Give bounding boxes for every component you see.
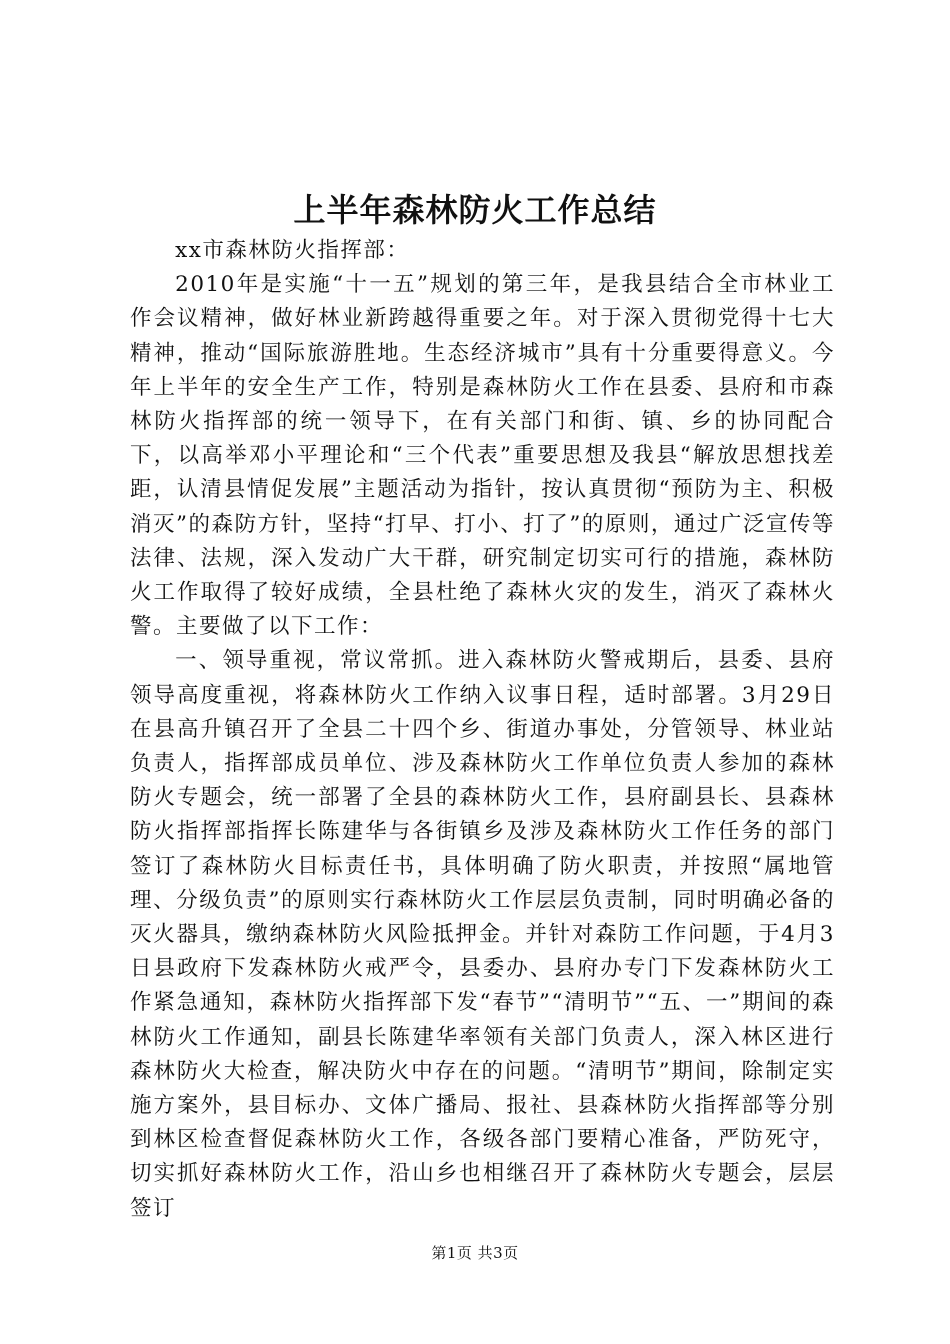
paragraph-section-one: 一、领导重视，常议常抓。进入森林防火警戒期后，县委、县府领导高度重视，将森林防火工作纳入议事日程，适时部署。3月29日在县高升镇召开了全县二十四个乡、街道办事处，分管领导、林业站负责人，指挥部成员单位、涉及森林防火工作单位负责人参加的森林防火专题会，统一部署了全县的森林防火工作，县府副县长、县森林防火指挥部指挥长陈建华与各街镇乡及涉及森林防火工作任务的部门签订了森林防火目标责任书，具体明确了防火职责，并按照“属地管理、分级负责”的原则实行森林防火工作层层负责制，同时明确必备的灭火器具，缴纳森林防火风险抵押金。并针对森防工作问题，于4月3日县政府下发森林防火戒严令，县委办、县府办专门下发森林防火工作紧急通知，森林防火指挥部下发“春节”“清明节”“五、一”期间的森林防火工作通知，副县长陈建华率领有关部门负责人，深入林区进行森林防火大检查，解决防火中存在的问题。“清明节”期间，除制定实施方案外，县目标办、文体广播局、报社、县森林防火指挥部等分别到林区检查督促森林防火工作，各级各部门要精心准备，严防死守，切实抓好森林防火工作，沿山乡也相继召开了森林防火专题会，层层签订 [130,648,835,1221]
document-body [130,234,835,1226]
document-title: 上半年森林防火工作总结 [293,191,657,229]
paragraph-intro: 2010年是实施“十一五”规划的第三年，是我县结合全市林业工作会议精神，做好林业新跨越得重要之年。对于深入贯彻党得十七大精神，推动“国际旅游胜地。生态经济城市”具有十分重要得意义。今年上半年的安全生产工作，特别是森林防火工作在县委、县府和市森林防火指挥部的统一领导下，在有关部门和街、镇、乡的协同配合下，以高举邓小平理论和“三个代表”重要思想及我县“解放思想找差距，认清县情促发展”主题活动为指针，按认真贯彻“预防为主、积极消灭”的森防方针，坚持“打早、打小、打了”的原则，通过广泛宣传等法律、法规，深入发动广大干群，研究制定切实可行的措施，森林防火工作取得了较好成绩，全县杜绝了森林火灾的发生，消灭了森林火警。主要做了以下工作： [130,272,835,640]
salutation: xx市森林防火指挥部： [175,238,410,263]
page-number-footer: 第1页 共3页 [431,1244,519,1262]
